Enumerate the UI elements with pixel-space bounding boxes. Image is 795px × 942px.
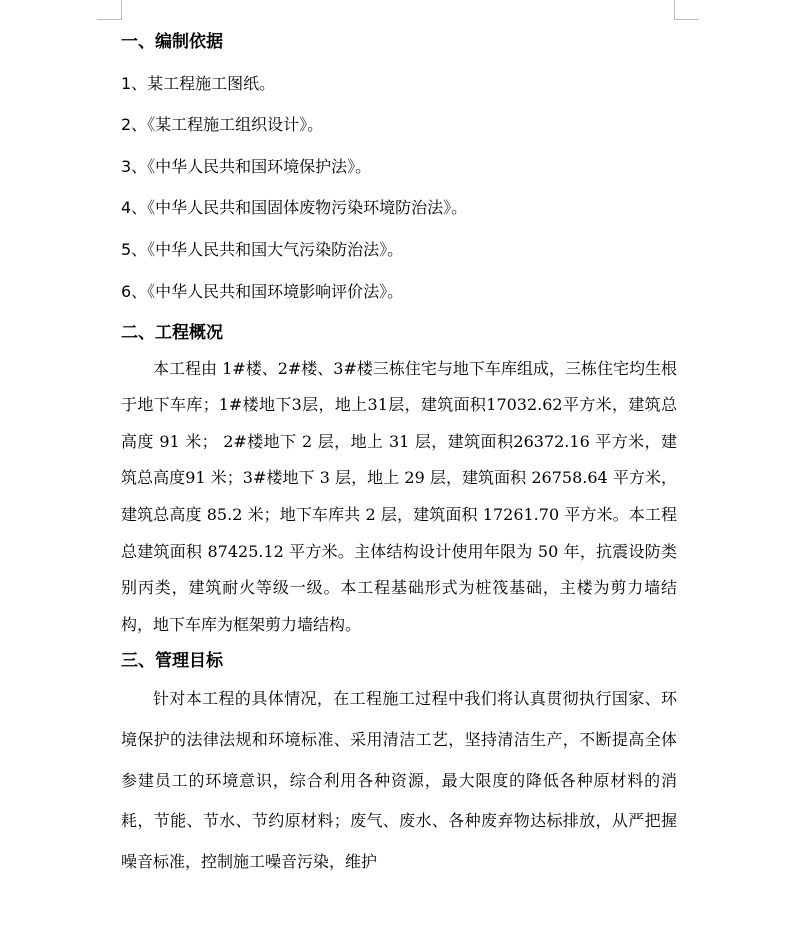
reference-list bbox=[121, 70, 677, 306]
overview-paragraph: 本工程由 1#楼、2#楼、3#楼三栋住宅与地下车库组成，三栋住宅均生根于地下车库；1#楼地下3层，地上31层，建筑面积17032.62平方米，建筑总高度 91 米； 2#楼地下 2 层，地上 31 层，建筑面积26372.16 平方米，建筑总高度91 米；3#楼地下 3 层，地上 29 层，建筑面积 26758.64 平方米，建筑总高度 85.2 米；地下车库共 2 层，建筑面积 17261.70 平方米。本工程总建筑面积 87425.12 平方米。主体结构设计使用年限为 50 年，抗震设防类别丙类，建筑耐火等级一级。本工程基础形式为桩筏基础，主楼为剪力墙结构，地下车库为框架剪力墙结构。 bbox=[121, 358, 677, 634]
reference-item: 5、《中华人民共和国大气污染防治法》。 bbox=[121, 239, 404, 259]
reference-item: 6、《中华人民共和国环境影响评价法》。 bbox=[121, 281, 404, 301]
crop-mark-top-left bbox=[97, 0, 122, 20]
goals-paragraph: 针对本工程的具体情况，在工程施工过程中我们将认真贯彻执行国家、环境保护的法律法规和环境标准、采用清洁工艺，坚持清洁生产，不断提高全体参建员工的环境意识，综合利用各种资源，最大限度的降低各种原材料的消耗，节能、节水、节约原材料；废气、废水、各种废弃物达标排放，从严把握噪音标准，控制施工噪音污染，维护 bbox=[121, 689, 677, 871]
section-heading-overview: 二、工程概况 bbox=[121, 322, 223, 343]
reference-item: 3、《中华人民共和国环境保护法》。 bbox=[121, 156, 372, 176]
reference-item: 4、《中华人民共和国固体废物污染环境防治法》。 bbox=[121, 198, 468, 218]
reference-item: 1、某工程施工图纸。 bbox=[121, 73, 276, 93]
document-body[interactable] bbox=[121, 28, 677, 882]
section-heading-goals: 三、管理目标 bbox=[121, 651, 223, 672]
crop-mark-top-right bbox=[674, 0, 699, 20]
reference-item: 2、《某工程施工组织设计》。 bbox=[121, 115, 324, 135]
section-heading-basis: 一、编制依据 bbox=[121, 32, 223, 52]
